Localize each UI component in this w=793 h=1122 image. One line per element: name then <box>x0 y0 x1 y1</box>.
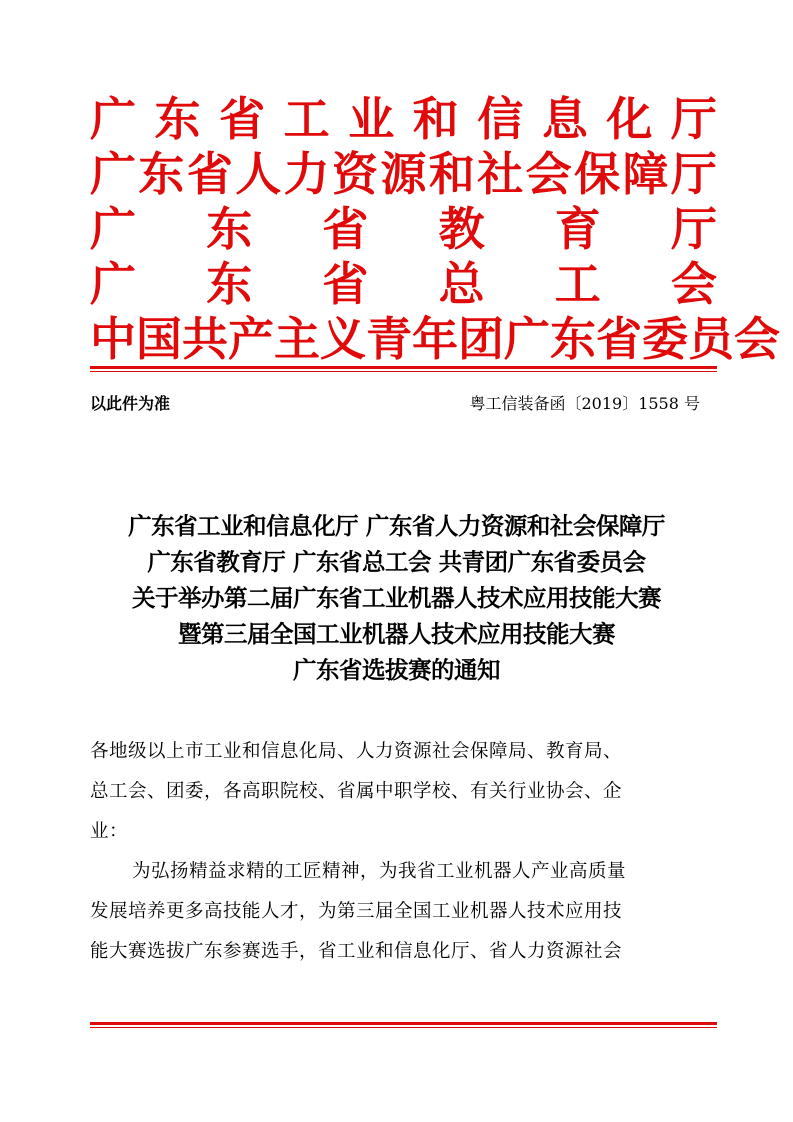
paragraph-line-3: 能大赛选拔广东参赛选手，省工业和信息化厅、省人力资源社会 <box>90 941 623 962</box>
letterhead-divider-thick <box>90 366 717 369</box>
meta-row <box>90 392 700 416</box>
letterhead-char: 义 <box>320 312 366 366</box>
paragraph-line-1: 为弘扬精益求精的工匠精神，为我省工业机器人产业高质量 <box>132 861 627 882</box>
title-line-2: 广东省教育厅 广东省总工会 共青团广东省委员会 <box>147 548 646 576</box>
letterhead-char: 广 <box>90 257 136 311</box>
letterhead-char: 人 <box>235 147 282 201</box>
letterhead-char: 省 <box>186 147 233 201</box>
letterhead-char: 工 <box>283 92 330 146</box>
letterhead-char: 育 <box>554 202 601 256</box>
footer-divider-thin <box>90 1027 717 1028</box>
letterhead-char: 省 <box>219 92 266 146</box>
letterhead-char: 教 <box>438 202 485 256</box>
letterhead-char: 化 <box>606 92 653 146</box>
recipients-line-2: 总工会、团委，各高职院校、省属中职学校、有关行业协会、企 <box>90 781 623 802</box>
letterhead-char: 国 <box>136 312 182 366</box>
letterhead-line-2 <box>90 147 717 202</box>
title-line-5: 广东省选拔赛的通知 <box>293 656 500 684</box>
letterhead-char: 会 <box>734 312 780 366</box>
letterhead-char: 力 <box>283 147 330 201</box>
title-line-3: 关于举办第二届广东省工业机器人技术应用技能大赛 <box>132 584 661 612</box>
letterhead-char: 中 <box>90 312 136 366</box>
authenticity-note: 以此件为准 <box>90 394 171 413</box>
letterhead-char: 会 <box>670 257 717 311</box>
recipients-line-3: 业： <box>90 821 129 842</box>
letterhead-char: 和 <box>428 147 475 201</box>
title-line-4: 暨第三届全国工业机器人技术应用技能大赛 <box>178 620 615 648</box>
letterhead-line-5 <box>90 312 780 367</box>
letterhead-char: 社 <box>477 147 524 201</box>
letterhead-char: 团 <box>458 312 504 366</box>
letterhead-char: 青 <box>366 312 412 366</box>
document-title <box>60 508 733 688</box>
letterhead-char: 产 <box>228 312 274 366</box>
letterhead-char: 广 <box>504 312 550 366</box>
title-line-1: 广东省工业和信息化厅 广东省人力资源和社会保障厅 <box>128 512 665 540</box>
letterhead-char: 省 <box>322 202 369 256</box>
letterhead-char: 东 <box>550 312 596 366</box>
letterhead-char: 东 <box>206 202 253 256</box>
footer-divider-thick <box>90 1022 717 1025</box>
letterhead-char: 业 <box>348 92 395 146</box>
letterhead-char: 广 <box>90 202 136 256</box>
letterhead <box>90 92 780 367</box>
letterhead-char: 工 <box>554 257 601 311</box>
letterhead-char: 厅 <box>670 147 717 201</box>
letterhead-char: 委 <box>642 312 688 366</box>
letterhead-char: 省 <box>596 312 642 366</box>
recipients-line-1: 各地级以上市工业和信息化局、人力资源社会保障局、教育局、 <box>90 741 623 762</box>
paragraph-line-2: 发展培养更多高技能人才，为第三届全国工业机器人技术应用技 <box>90 901 623 922</box>
letterhead-char: 厅 <box>670 202 717 256</box>
document-number: 粤工信装备函〔2019〕1558 号 <box>469 394 700 413</box>
letterhead-char: 主 <box>274 312 320 366</box>
letterhead-char: 资 <box>332 147 379 201</box>
letterhead-char: 总 <box>438 257 485 311</box>
document-body <box>90 732 710 972</box>
letterhead-char: 东 <box>138 147 185 201</box>
letterhead-char: 会 <box>525 147 572 201</box>
letterhead-char: 信 <box>477 92 524 146</box>
letterhead-char: 员 <box>688 312 734 366</box>
letterhead-char: 息 <box>541 92 588 146</box>
letterhead-line-4 <box>90 257 717 312</box>
letterhead-char: 东 <box>154 92 201 146</box>
letterhead-char: 和 <box>412 92 459 146</box>
letterhead-char: 广 <box>90 92 136 146</box>
letterhead-char: 源 <box>380 147 427 201</box>
letterhead-char: 东 <box>206 257 253 311</box>
letterhead-char: 省 <box>322 257 369 311</box>
letterhead-char: 共 <box>182 312 228 366</box>
letterhead-char: 广 <box>90 147 136 201</box>
letterhead-char: 厅 <box>670 92 717 146</box>
letterhead-char: 障 <box>622 147 669 201</box>
letterhead-char: 保 <box>574 147 621 201</box>
letterhead-char: 年 <box>412 312 458 366</box>
letterhead-line-1 <box>90 92 717 147</box>
letterhead-divider-thin <box>90 371 717 372</box>
letterhead-line-3 <box>90 202 717 257</box>
